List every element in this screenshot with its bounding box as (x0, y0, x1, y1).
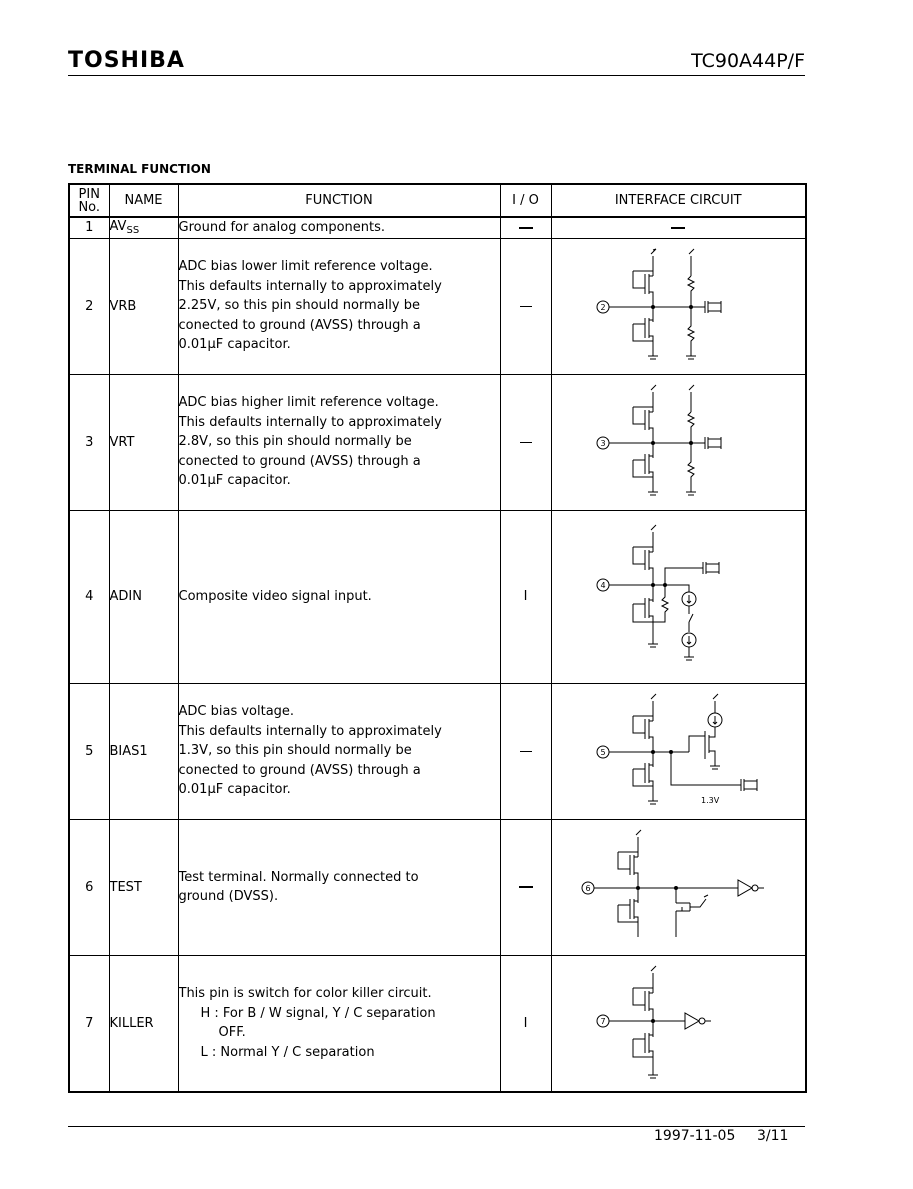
pin-io (500, 374, 551, 510)
brand-logo: TOSHIBA (68, 48, 185, 73)
pin-io (500, 819, 551, 955)
pin-function (178, 510, 500, 683)
pin-marker-label: 3 (600, 439, 606, 448)
table-header-row (69, 184, 806, 217)
io-dash (519, 227, 533, 229)
interface-circuit-test (551, 819, 806, 955)
function-line: This defaults internally to approximately (178, 414, 442, 430)
col-header-circuit: INTERFACE CIRCUIT (551, 184, 806, 217)
pin-number: 7 (69, 955, 109, 1092)
pin-number: 1 (69, 217, 109, 238)
function-line: ADC bias lower limit reference voltage. (178, 259, 433, 275)
circuit-diagram (593, 691, 763, 811)
pin-name: VRT (109, 374, 178, 510)
pin-io: I (500, 510, 551, 683)
interface-circuit-vrt (551, 374, 806, 510)
pin-function (178, 819, 500, 955)
table-row (69, 955, 806, 1092)
io-dash (520, 442, 532, 443)
pin-marker-label: 6 (585, 884, 591, 893)
terminal-function-table (68, 183, 807, 1093)
function-line: ADC bias voltage. (178, 704, 295, 720)
pin-function (178, 217, 500, 238)
footer-page-number: 3/11 (757, 1128, 789, 1144)
table-row (69, 374, 806, 510)
col-header-name: NAME (109, 184, 178, 217)
function-line: H : For B / W signal, Y / C separation (200, 1005, 436, 1021)
pin-io (500, 683, 551, 819)
function-line: L : Normal Y / C separation (200, 1044, 375, 1060)
interface-circuit-vrb (551, 238, 806, 374)
pin-io (500, 238, 551, 374)
function-line: 1.3V, so this pin should normally be (178, 743, 412, 759)
function-line: ground (DVSS). (178, 889, 279, 904)
io-dash (520, 751, 532, 752)
pin-marker-label: 5 (600, 748, 606, 757)
function-line: 2.25V, so this pin should normally be (178, 298, 420, 314)
pin-io: I (500, 955, 551, 1092)
function-line: Test terminal. Normally connected to (178, 869, 419, 885)
table-row (69, 510, 806, 683)
pin-name: ADIN (109, 510, 178, 683)
table-row (69, 683, 806, 819)
table-row (69, 819, 806, 955)
interface-circuit-killer (551, 955, 806, 1092)
pin-circuit (551, 217, 806, 238)
circuit-diagram (593, 382, 763, 502)
function-line: conected to ground (AVSS) through a (178, 453, 421, 469)
col-header-function: FUNCTION (178, 184, 500, 217)
pin-name-main: AV (109, 219, 127, 235)
function-line: 2.8V, so this pin should normally be (178, 434, 412, 450)
circuit-dash (671, 227, 685, 229)
pin-number: 2 (69, 238, 109, 374)
pin-function (178, 238, 500, 374)
col-header-pin-line2: No. (78, 199, 101, 215)
interface-circuit-adin (551, 510, 806, 683)
function-line: This pin is switch for color killer circuit. (178, 986, 432, 1001)
function-line: 0.01μF capacitor. (178, 337, 291, 353)
pin-marker-label: 4 (600, 580, 606, 590)
function-line: This defaults internally to approximately (178, 723, 442, 739)
pin-marker-label: 7 (600, 1017, 606, 1026)
circuit-diagram (593, 246, 763, 366)
function-line: 0.01μF capacitor. (178, 782, 291, 798)
part-number: TC90A44P/F (691, 50, 805, 72)
footer-divider (68, 1126, 805, 1127)
pin-name: KILLER (109, 955, 178, 1092)
pin-name (109, 217, 178, 238)
table-row (69, 217, 806, 238)
footer-date: 1997-11-05 (654, 1128, 736, 1144)
col-header-pin (69, 184, 109, 217)
function-line: 0.01μF capacitor. (178, 473, 291, 489)
pin-number: 5 (69, 683, 109, 819)
pin-name: TEST (109, 819, 178, 955)
pin-name: BIAS1 (109, 683, 178, 819)
circuit-diagram (578, 827, 778, 947)
function-line: This defaults internally to approximately (178, 278, 442, 294)
pin-marker-label: 2 (600, 303, 606, 312)
pin-number: 4 (69, 510, 109, 683)
pin-io (500, 217, 551, 238)
function-line: conected to ground (AVSS) through a (178, 317, 421, 333)
pin-function (178, 374, 500, 510)
pin-name: VRB (109, 238, 178, 374)
pin-function (178, 683, 500, 819)
io-dash (519, 886, 533, 888)
pin-number: 6 (69, 819, 109, 955)
header-divider (68, 75, 805, 76)
pin-name-sub: SS (126, 225, 140, 237)
interface-circuit-bias1 (551, 683, 806, 819)
function-line: Composite video signal input. (178, 588, 372, 604)
pin-function (178, 955, 500, 1092)
io-dash (520, 306, 532, 307)
col-header-io: I / O (500, 184, 551, 217)
table-row (69, 238, 806, 374)
section-title: TERMINAL FUNCTION (68, 162, 211, 176)
circuit-diagram (593, 963, 763, 1083)
function-line: conected to ground (AVSS) through a (178, 762, 421, 778)
function-line: Ground for analog components. (178, 220, 386, 235)
function-line: OFF. (218, 1025, 246, 1040)
pin-number: 3 (69, 374, 109, 510)
circuit-diagram (593, 522, 763, 672)
function-line: ADC bias higher limit reference voltage. (178, 395, 439, 411)
circuit-note: 1.3V (701, 796, 720, 805)
col-header-pin-line1: PIN (78, 186, 100, 202)
